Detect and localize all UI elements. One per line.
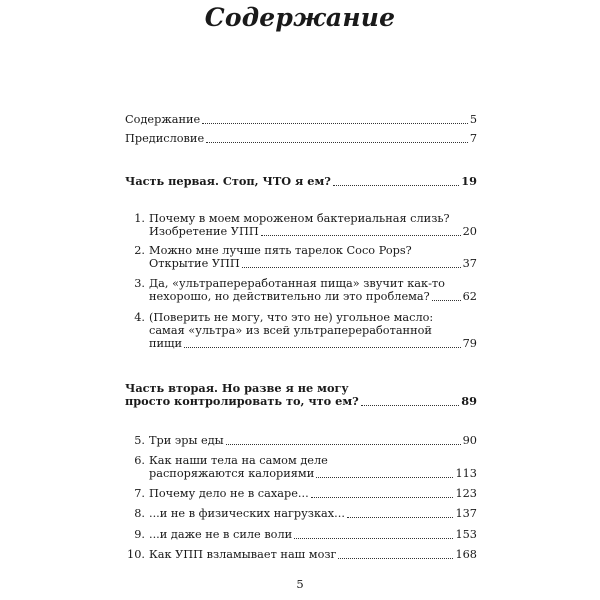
leader-dots [226, 444, 461, 445]
leader-dots [432, 300, 461, 301]
chapter-number: 8. [134, 507, 145, 520]
chapter-number: 10. [127, 548, 145, 561]
chapter-number: 9. [134, 528, 145, 541]
toc-chapter-1[interactable] [134, 212, 477, 238]
toc-page-number: 62 [462, 290, 477, 303]
chapter-title-line: ...и не в физических нагрузках... [149, 507, 345, 520]
chapter-title-line: Почему в моем мороженом бактериальная слизь? [149, 212, 450, 225]
leader-dots [261, 235, 461, 236]
leader-dots [333, 185, 459, 186]
chapter-title-line: Как наши тела на самом деле [149, 454, 328, 467]
chapter-title-line: распоряжаются калориями [149, 467, 315, 480]
toc-page-number: 153 [455, 528, 477, 541]
toc-chapter-9[interactable] [134, 528, 477, 541]
toc-chapter-3[interactable] [134, 277, 477, 303]
leader-dots [184, 347, 461, 348]
toc-chapter-6[interactable] [134, 454, 477, 480]
chapter-number: 3. [134, 277, 145, 290]
chapter-title-line: самая «ультра» из всей ультрапереработанной [149, 324, 432, 337]
chapter-title-line: пищи [149, 337, 183, 350]
leader-dots [294, 538, 453, 539]
page-title: Содержание [204, 3, 396, 32]
toc-page-number: 137 [455, 507, 477, 520]
toc-page-number: 113 [455, 467, 477, 480]
toc-chapter-5[interactable] [134, 434, 477, 447]
page-number: 5 [296, 577, 304, 591]
toc-page-number: 7 [469, 132, 477, 145]
toc-page-number: 5 [469, 113, 477, 126]
chapter-number: 5. [134, 434, 145, 447]
toc-page-number: 19 [461, 174, 477, 188]
toc-page-number: 168 [455, 548, 477, 561]
toc-chapter-8[interactable] [134, 507, 477, 520]
chapter-title-line: Открытие УПП [149, 257, 240, 270]
toc-entry-label: Содержание [125, 113, 201, 126]
toc-part-label: Часть первая. Стоп, ЧТО я ем? [125, 174, 331, 188]
toc-page-number: 20 [462, 225, 477, 238]
toc-entry-preface[interactable] [125, 132, 477, 145]
leader-dots [361, 405, 460, 406]
leader-dots [242, 267, 461, 268]
toc-chapter-2[interactable] [134, 244, 477, 270]
chapter-title-line: нехорошо, но действительно ли это проблема? [149, 290, 430, 303]
toc-page-number: 90 [462, 434, 477, 447]
chapter-title-line: Почему дело не в сахаре... [149, 487, 309, 500]
chapter-title-line: Да, «ультрапереработанная пища» звучит как-то [149, 277, 445, 290]
chapter-title-line: Как УПП взламывает наш мозг [149, 548, 337, 561]
leader-dots [338, 558, 453, 559]
leader-dots [316, 477, 453, 478]
chapter-number: 4. [134, 311, 145, 324]
chapter-number: 7. [134, 487, 145, 500]
toc-chapter-7[interactable] [134, 487, 477, 500]
chapter-title-line: Можно мне лучше пять тарелок Coco Pops? [149, 244, 412, 257]
toc-part-two-line1: Часть вторая. Но разве я не могу [125, 381, 349, 395]
toc-page-number: 89 [461, 394, 477, 408]
toc-chapter-4[interactable] [134, 311, 477, 350]
chapter-number: 2. [134, 244, 145, 257]
toc-page-number: 79 [462, 337, 477, 350]
leader-dots [347, 517, 454, 518]
chapter-title-line: Изобретение УПП [149, 225, 259, 238]
leader-dots [206, 142, 468, 143]
toc-part-two[interactable] [125, 395, 477, 408]
toc-page-number: 123 [455, 487, 477, 500]
chapter-number: 1. [134, 212, 145, 225]
chapter-title-line: (Поверить не могу, что это не) угольное масло: [149, 311, 434, 324]
toc-entry-contents[interactable] [125, 113, 477, 126]
chapter-number: 6. [134, 454, 145, 467]
toc-chapter-10[interactable] [127, 548, 477, 561]
toc-page-number: 37 [462, 257, 477, 270]
leader-dots [202, 123, 468, 124]
toc-part-label: просто контролировать то, что ем? [125, 394, 359, 408]
chapter-title-line: Три эры еды [149, 434, 224, 447]
toc-part-one[interactable] [125, 175, 477, 188]
toc-entry-label: Предисловие [125, 132, 205, 145]
chapter-title-line: ...и даже не в силе воли [149, 528, 293, 541]
leader-dots [311, 497, 454, 498]
